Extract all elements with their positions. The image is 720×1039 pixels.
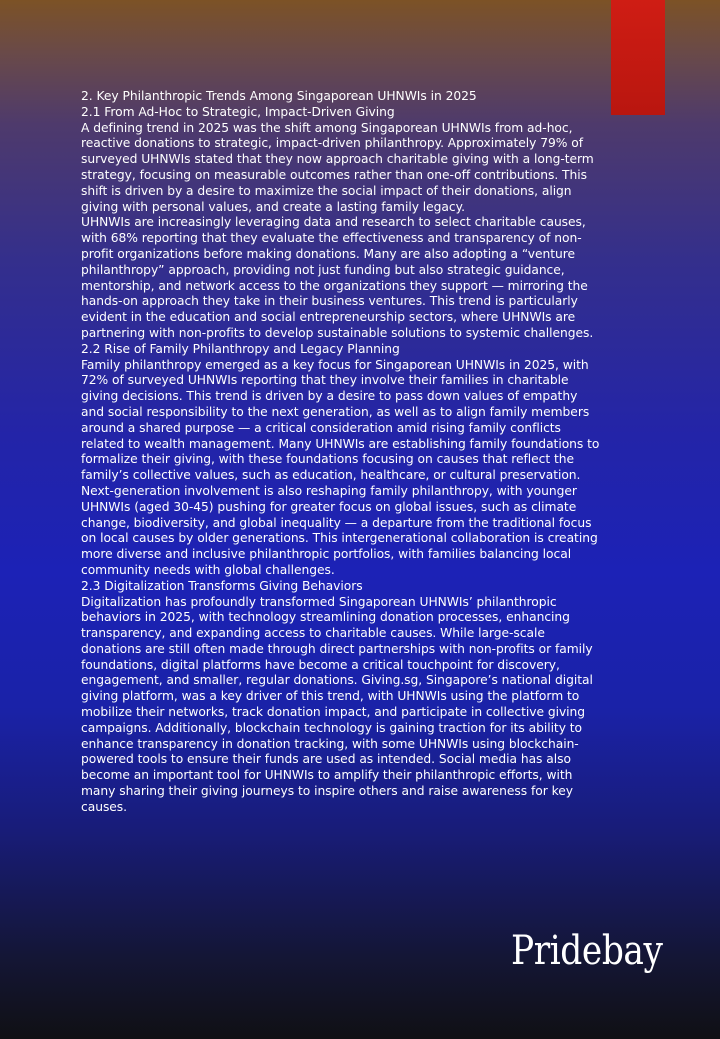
subsection-heading-2-2: 2.2 Rise of Family Philanthropy and Legacy Planning (81, 341, 400, 356)
subsection-heading-2-3: 2.3 Digitalization Transforms Giving Behaviors (81, 578, 363, 593)
paragraph-2-3-a: Digitalization has profoundly transformed Singaporean UHNWIs’ philanthropic behaviors in 2025, with technology streamlining donation processes, enhancing transparency, and expanding access to charitable causes. While large-scale donations are still often made through direct partnerships with non-profits or family foundations, digital platforms have become a critical touchpoint for discovery, engagement, and smaller, regular donations. Giving.sg, Singapore’s national digital giving platform, was a key driver of this trend, with UHNWIs using the platform to mobilize their networks, track donation impact, and participate in collective giving campaigns. Additionally, blockchain technology is gaining traction for its ability to enhance transparency in donation tracking, with some UHNWIs using blockchain-powered tools to ensure their funds are used as intended. Social media has also become an important tool for UHNWIs to amplify their philanthropic efforts, with many sharing their giving journeys to inspire others and raise awareness for key causes. (81, 594, 593, 814)
paragraph-2-1-a: A defining trend in 2025 was the shift among Singaporean UHNWIs from ad-hoc, reactive donations to strategic, impact-driven philanthropy. Approximately 79% of surveyed UHNWIs stated that they now approach charitable giving with a long-term strategy, focusing on measurable outcomes rather than one-off contributions. This shift is driven by a desire to maximize the social impact of their donations, align giving with personal values, and create a lasting family legacy. (81, 120, 594, 214)
subsection-heading-2-1: 2.1 From Ad-Hoc to Strategic, Impact-Driven Giving (81, 104, 395, 119)
paragraph-2-2-b: Next-generation involvement is also reshaping family philanthropy, with younger UHNWIs (aged 30-45) pushing for greater focus on global issues, such as climate change, biodiversity, and global inequality — a departure from the traditional focus on local causes by older generations. This intergenerational collaboration is creating more diverse and inclusive philanthropic portfolios, with families balancing local community needs with global challenges. (81, 483, 598, 577)
red-accent-bar (611, 0, 665, 115)
section-heading: 2. Key Philanthropic Trends Among Singaporean UHNWIs in 2025 (81, 89, 477, 103)
paragraph-2-1-b: UHNWIs are increasingly leveraging data and research to select charitable causes, with 68% reporting that they evaluate the effectiveness and transparency of non-profit organizations before making donations. Many are also adopting a “venture philanthropy” approach, providing not just funding but also strategic guidance, mentorship, and network access to the organizations they support — mirroring the hands-on approach they take in their business ventures. This trend is particularly evident in the education and social entrepreneurship sectors, where UHNWIs are partnering with non-profits to develop sustainable solutions to systemic challenges. (81, 215, 594, 340)
pridebay-logo: Pridebay (511, 928, 663, 974)
paragraph-2-2-a: Family philanthropy emerged as a key focus for Singaporean UHNWIs in 2025, with 72% of surveyed UHNWIs reporting that they involve their families in charitable giving decisions. This trend is driven by a desire to pass down values of empathy and social responsibility to the next generation, as well as to align family members around a shared purpose — a critical consideration amid rising family conflicts related to wealth management. Many UHNWIs are establishing family foundations to formalize their giving, with these foundations focusing on causes that reflect the family’s collective values, such as education, healthcare, or cultural preservation. (81, 357, 600, 483)
document-body (81, 89, 601, 816)
